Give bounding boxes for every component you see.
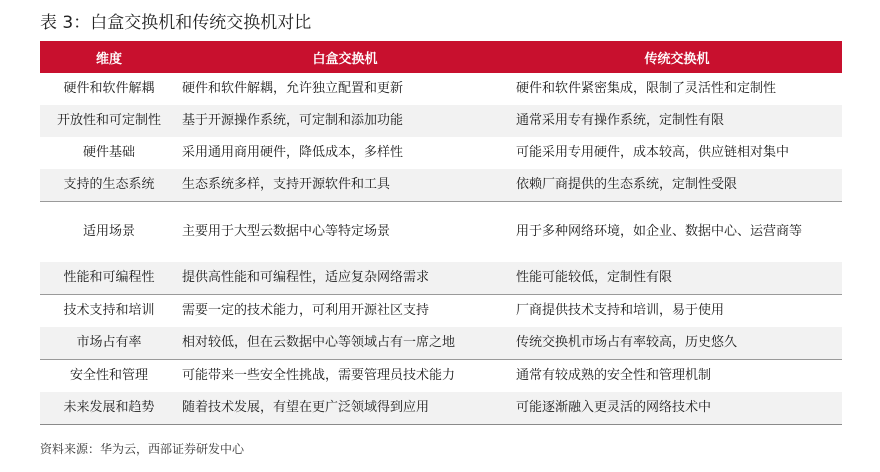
table-row	[40, 105, 842, 137]
table-row	[40, 295, 842, 328]
header-whitebox-switch: 白盒交换机	[178, 41, 512, 73]
cell-whitebox: 相对较低，但在云数据中心等领域占有一席之地	[178, 327, 512, 360]
cell-dimension: 支持的生态系统	[40, 169, 178, 202]
table-header-row	[40, 41, 842, 73]
table-row	[40, 137, 842, 169]
source-note: 资料来源：华为云，西部证券研发中心	[40, 442, 245, 456]
table-row	[40, 392, 842, 425]
cell-traditional: 通常有较成熟的安全性和管理机制	[512, 360, 842, 393]
cell-whitebox: 生态系统多样，支持开源软件和工具	[178, 169, 512, 202]
cell-dimension: 市场占有率	[40, 327, 178, 360]
cell-dimension: 未来发展和趋势	[40, 392, 178, 425]
cell-traditional: 传统交换机市场占有率较高，历史悠久	[512, 327, 842, 360]
cell-whitebox: 硬件和软件解耦，允许独立配置和更新	[182, 81, 404, 96]
header-traditional-switch: 传统交换机	[512, 41, 842, 73]
table-title: 表 3：白盒交换机和传统交换机对比	[40, 13, 312, 33]
cell-dimension: 硬件和软件解耦	[63, 81, 155, 96]
cell-traditional: 通常采用专有操作系统，定制性有限	[512, 105, 842, 137]
cell-traditional: 硬件和软件紧密集成，限制了灵活性和定制性	[516, 81, 777, 96]
cell-whitebox: 可能带来一些安全性挑战，需要管理员技术能力	[178, 360, 512, 393]
cell-whitebox: 随着技术发展，有望在更广泛领域得到应用	[178, 392, 512, 425]
cell-dimension: 性能和可编程性	[40, 262, 178, 295]
table-row	[40, 327, 842, 360]
cell-dimension: 适用场景	[40, 202, 178, 263]
table-row	[40, 73, 842, 105]
comparison-table	[40, 41, 842, 425]
cell-whitebox: 主要用于大型云数据中心等特定场景	[178, 202, 512, 263]
cell-dimension: 技术支持和培训	[40, 295, 178, 328]
header-dimension: 维度	[40, 41, 178, 73]
cell-traditional: 性能可能较低，定制性有限	[512, 262, 842, 295]
cell-whitebox: 需要一定的技术能力，可利用开源社区支持	[178, 295, 512, 328]
cell-traditional: 可能逐渐融入更灵活的网络技术中	[512, 392, 842, 425]
cell-traditional: 依赖厂商提供的生态系统，定制性受限	[512, 169, 842, 202]
table-row	[40, 169, 842, 202]
cell-traditional: 可能采用专用硬件，成本较高，供应链相对集中	[516, 145, 790, 160]
cell-traditional: 厂商提供技术支持和培训，易于使用	[512, 295, 842, 328]
cell-whitebox: 基于开源操作系统，可定制和添加功能	[178, 105, 512, 137]
cell-dimension: 开放性和可定制性	[40, 105, 178, 137]
cell-whitebox: 采用通用商用硬件，降低成本，多样性	[182, 145, 404, 160]
table-row	[40, 360, 842, 393]
table-row	[40, 202, 842, 263]
cell-whitebox: 提供高性能和可编程性，适应复杂网络需求	[178, 262, 512, 295]
cell-dimension: 硬件基础	[82, 145, 135, 160]
cell-traditional: 用于多种网络环境，如企业、数据中心、运营商等	[512, 202, 842, 263]
cell-dimension: 安全性和管理	[40, 360, 178, 393]
table-row	[40, 262, 842, 295]
